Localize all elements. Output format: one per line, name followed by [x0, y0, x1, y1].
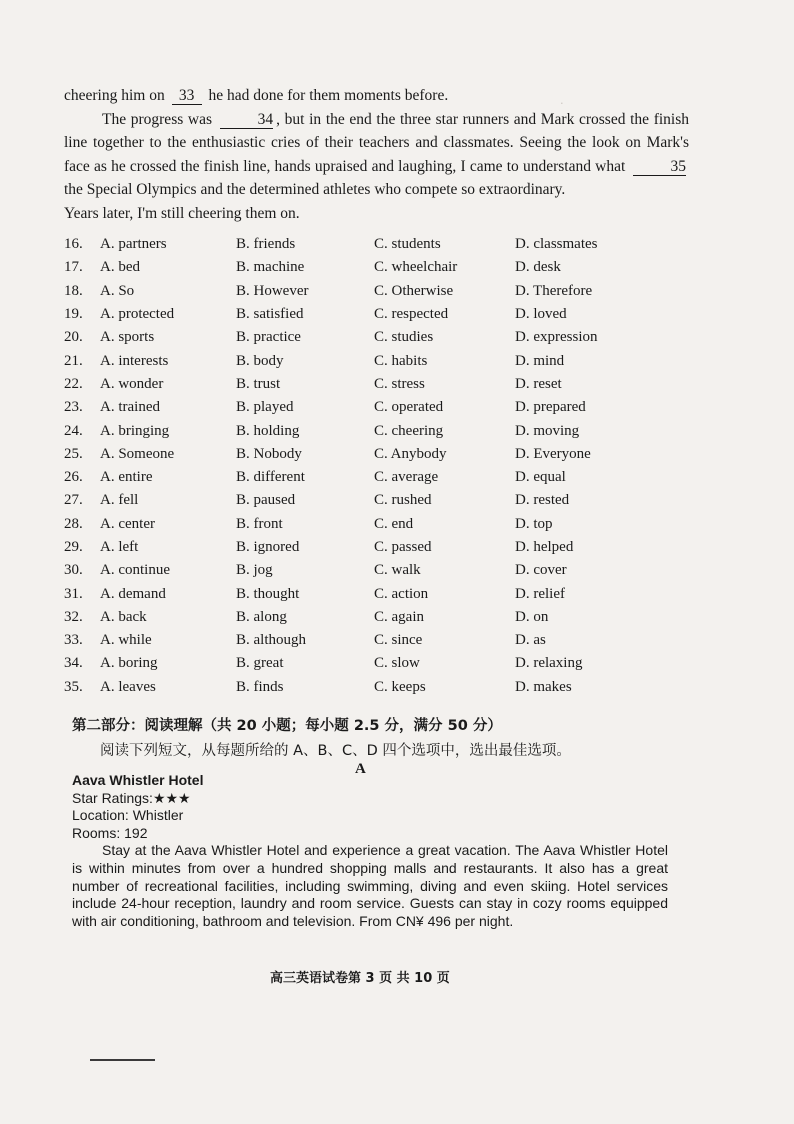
option-b: B. body: [236, 352, 284, 369]
option-row: [64, 303, 724, 326]
option-c: C. keeps: [374, 678, 426, 695]
option-b: B. satisfied: [236, 306, 304, 323]
option-c: C. rushed: [374, 492, 432, 509]
option-d: D. relief: [515, 585, 565, 602]
option-a: A. sports: [100, 329, 155, 346]
option-b: B. jog: [236, 562, 273, 579]
passage-text: the Special Olympics and the determined athletes who compete so extraordinary.: [64, 181, 566, 198]
option-c: C. respected: [374, 306, 449, 323]
question-number: 20.: [64, 329, 83, 346]
passage-paragraph-2: [64, 108, 689, 202]
option-row: [64, 256, 724, 279]
option-a: A. protected: [100, 306, 175, 323]
passage-line-1: [64, 84, 689, 108]
option-row: [64, 559, 724, 582]
hotel-location: Location: Whistler: [72, 807, 184, 824]
option-a: A. bed: [100, 259, 140, 276]
option-c: C. action: [374, 585, 429, 602]
option-c: C. students: [374, 236, 441, 253]
question-number: 17.: [64, 259, 83, 276]
option-c: C. Anybody: [374, 445, 447, 462]
option-a: A. entire: [100, 469, 153, 486]
bleed-through: .: [560, 92, 564, 107]
option-d: D. helped: [515, 539, 574, 555]
option-c: C. cheering: [374, 422, 444, 439]
option-a: A. center: [100, 515, 155, 532]
option-d: D. on: [515, 608, 549, 625]
option-row: [64, 466, 724, 489]
question-number: 25.: [64, 445, 83, 462]
section-heading: 第二部分：阅读理解（共 20 小题；每小题 2.5 分，满分 50 分）: [72, 718, 502, 734]
option-a: A. continue: [100, 562, 170, 579]
option-c: C. average: [374, 469, 439, 486]
option-d: D. Therefore: [515, 282, 593, 299]
option-row: [64, 233, 724, 256]
option-d: D. makes: [515, 678, 572, 695]
passage-paragraph-3: Years later, I'm still cheering them on.: [64, 204, 300, 222]
option-d: D. Everyone: [515, 445, 591, 462]
option-c: C. wheelchair: [374, 259, 458, 276]
option-a: A. bringing: [100, 422, 170, 439]
option-row: [64, 443, 724, 466]
option-a: A. back: [100, 608, 147, 625]
option-row: [64, 652, 724, 675]
option-b: B. ignored: [236, 539, 300, 555]
option-row: [64, 536, 724, 559]
question-number: 32.: [64, 608, 83, 625]
option-b: B. finds: [236, 678, 284, 695]
hotel-rating: [72, 790, 668, 808]
rating-label: Star Ratings:: [72, 789, 153, 806]
option-b: B. although: [236, 632, 306, 649]
option-a: A. boring: [100, 655, 158, 672]
option-b: B. different: [236, 469, 305, 486]
scan-smudge: [90, 1059, 155, 1061]
option-b: B. played: [236, 399, 294, 416]
option-d: D. relaxing: [515, 655, 583, 672]
question-number: 30.: [64, 562, 83, 579]
option-row: [64, 396, 724, 419]
option-a: A. trained: [100, 399, 160, 416]
option-d: D. desk: [515, 259, 561, 276]
question-number: 28.: [64, 515, 83, 532]
option-b: B. friends: [236, 236, 296, 253]
option-c: C. habits: [374, 352, 428, 369]
option-a: A. fell: [100, 492, 139, 509]
option-d: D. cover: [515, 562, 567, 579]
option-row: [64, 606, 724, 629]
option-d: D. mind: [515, 352, 565, 369]
option-c: C. stress: [374, 375, 425, 392]
question-number: 31.: [64, 585, 83, 602]
option-c: C. again: [374, 608, 424, 625]
option-c: C. studies: [374, 329, 434, 346]
option-row: [64, 676, 724, 699]
option-a: A. demand: [100, 585, 166, 602]
option-c: C. passed: [374, 539, 432, 555]
question-number: 26.: [64, 469, 83, 486]
option-b: B. trust: [236, 375, 281, 392]
blank-33: 33: [172, 87, 202, 105]
option-row: [64, 419, 724, 442]
question-number: 29.: [64, 539, 83, 555]
option-b: B. front: [236, 515, 283, 532]
option-d: D. loved: [515, 306, 567, 323]
option-d: D. rested: [515, 492, 570, 509]
option-a: A. leaves: [100, 678, 156, 695]
option-a: A. partners: [100, 236, 167, 253]
question-number: 21.: [64, 352, 83, 369]
option-b: B. great: [236, 655, 284, 672]
option-b: B. However: [236, 282, 309, 299]
option-row: [64, 349, 724, 372]
section-instruction: 阅读下列短文，从每题所给的 A、B、C、D 四个选项中，选出最佳选项。: [100, 743, 571, 759]
question-number: 34.: [64, 655, 83, 672]
page-footer: 高三英语试卷第 3 页 共 10 页: [270, 971, 450, 986]
option-d: D. equal: [515, 469, 566, 486]
question-number: 24.: [64, 422, 83, 439]
option-row: [64, 489, 724, 512]
option-c: C. since: [374, 632, 423, 649]
option-d: D. reset: [515, 375, 562, 392]
option-d: D. moving: [515, 422, 580, 439]
question-number: 22.: [64, 375, 83, 392]
option-row: [64, 629, 724, 652]
hotel-rooms: Rooms: 192: [72, 824, 148, 841]
option-b: B. practice: [236, 329, 301, 346]
option-b: B. machine: [236, 259, 305, 276]
option-a: A. left: [100, 539, 139, 555]
option-c: C. walk: [374, 562, 421, 579]
option-row: [64, 373, 724, 396]
option-b: B. Nobody: [236, 445, 302, 462]
question-number: 23.: [64, 399, 83, 416]
passage-text: The progress was: [102, 110, 213, 128]
option-row: [64, 513, 724, 536]
passage-text: he had done for them moments before.: [208, 87, 449, 104]
option-d: D. prepared: [515, 399, 586, 416]
question-number: 19.: [64, 306, 83, 323]
option-d: D. as: [515, 632, 546, 649]
option-b: B. along: [236, 608, 287, 625]
option-a: A. while: [100, 632, 152, 649]
option-row: [64, 582, 724, 605]
option-b: B. thought: [236, 585, 300, 602]
hotel-description: Stay at the Aava Whistler Hotel and experience a great vacation. The Aava Whistler Hotel is within minutes from over a hundred shopping malls and restaurants. It also has a great number of recreational facilities, including swimming, diving and even skiing. Hotel services include 24-hour reception, laundry and room service. Guests can stay in cozy rooms equipped with air conditioning, bathroom and television. From CN¥ 496 per night.: [72, 842, 668, 929]
option-d: D. expression: [515, 329, 598, 346]
option-d: D. top: [515, 515, 553, 532]
hotel-ad: [72, 772, 668, 930]
option-row: [64, 326, 724, 349]
option-a: A. Someone: [100, 445, 175, 462]
options-list: [64, 233, 724, 699]
cloze-passage: [64, 84, 689, 225]
option-c: C. operated: [374, 399, 444, 416]
question-number: 33.: [64, 632, 83, 649]
option-b: B. holding: [236, 422, 300, 439]
passage-text: , but in the end the three star runners and Mark crossed the finish line together to the enthusiastic cries of their teachers and classmates. Seeing the look on Mark's face as he crossed the finish line, hands upraised and laughing, I came to understand what: [64, 110, 689, 175]
option-a: A. So: [100, 282, 135, 299]
blank-34: 34: [220, 111, 274, 129]
question-number: 27.: [64, 492, 83, 509]
question-number: 16.: [64, 236, 83, 253]
option-c: C. end: [374, 515, 414, 532]
option-row: [64, 280, 724, 303]
option-c: C. slow: [374, 655, 420, 672]
hotel-name: Aava Whistler Hotel: [72, 772, 204, 788]
part-label: A: [355, 761, 366, 777]
star-icons: ★★★: [152, 789, 191, 806]
option-d: D. classmates: [515, 236, 598, 253]
passage-text: cheering him on: [64, 87, 165, 104]
option-b: B. paused: [236, 492, 296, 509]
question-number: 18.: [64, 282, 83, 299]
blank-35: 35: [633, 158, 687, 176]
option-a: A. interests: [100, 352, 169, 369]
option-c: C. Otherwise: [374, 282, 454, 299]
option-a: A. wonder: [100, 375, 164, 392]
question-number: 35.: [64, 678, 83, 695]
